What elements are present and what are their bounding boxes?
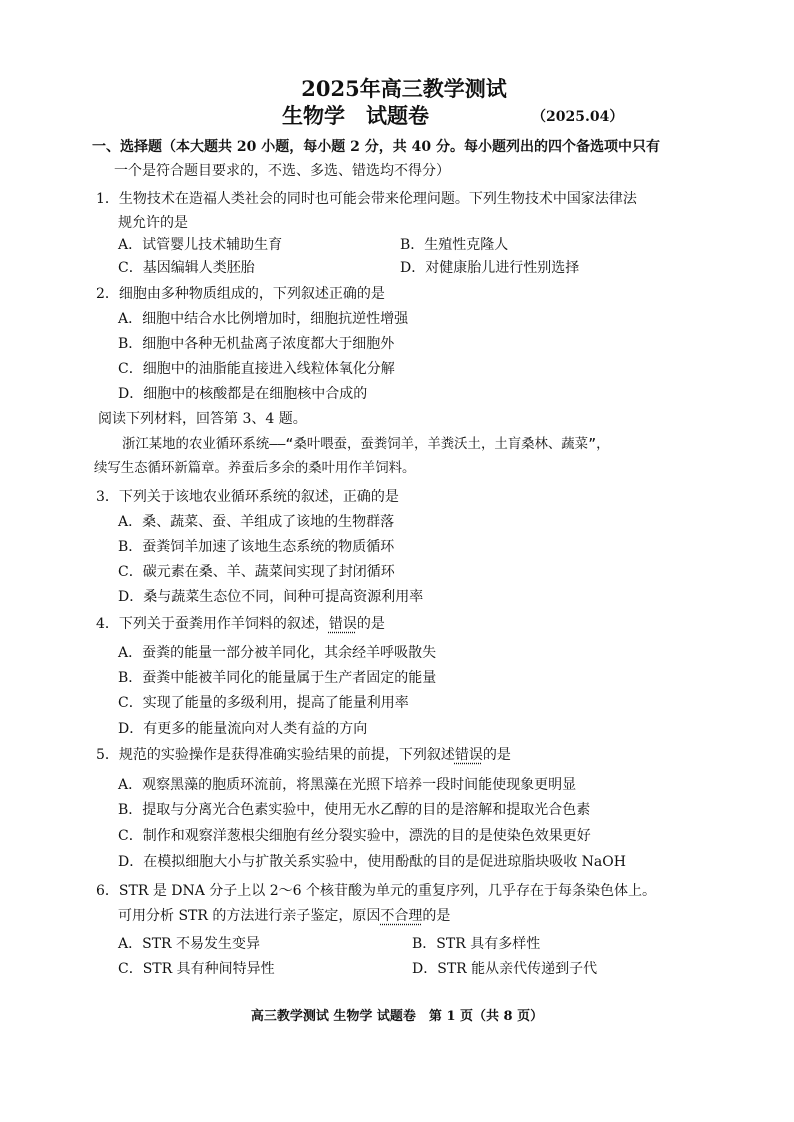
q4-option-d: D．有更多的能量流向对人类有益的方向 [118,721,368,737]
q6-stem-line2 [118,907,450,925]
q5-option-a: A．观察黑藻的胞质环流前，将黑藻在光照下培养一段时间能使现象更明显 [118,777,577,793]
q1-option-c: C．基因编辑人类胚胎 [118,260,255,276]
q4-option-a: A．蚕粪的能量一部分被羊同化，其余经羊呼吸散失 [118,645,437,661]
q6-option-c: C．STR 具有种间特异性 [118,961,275,977]
material-text-line2: 续写生态循环新篇章。养蚕后多余的桑叶用作羊饲料。 [94,461,416,476]
q1-option-d: D．对健康胎儿进行性别选择 [400,260,580,276]
q4-stem-pre: 4．下列关于蚕粪用作羊饲料的叙述， [96,616,329,632]
q5-stem-pre: 5．规范的实验操作是获得准确实验结果的前提，下列叙述 [96,747,455,763]
q1-option-a: A．试管婴儿技术辅助生育 [118,237,283,253]
q3-option-a: A．桑、蔬菜、蚕、羊组成了该地的生物群落 [118,514,395,530]
q6-stem-emphasis: 不合理 [380,908,423,924]
section-instructions-line1: 一、选择题（本大题共 20 小题，每小题 2 分，共 40 分。每小题列出的四个备选项中只有 [92,139,660,155]
q1-option-b: B．生殖性克隆人 [400,237,509,253]
q6-stem-pre: 可用分析 STR 的方法进行亲子鉴定，原因 [118,908,381,924]
q5-stem-post: 的是 [482,747,511,763]
q5-stem-emphasis: 错误 [454,747,483,763]
q3-stem: 3．下列关于该地农业循环系统的叙述，正确的是 [96,489,399,505]
q1-stem-line1: 1．生物技术在造福人类社会的同时也可能会带来伦理问题。下列生物技术中国家法律法 [96,191,637,207]
q3-option-c: C．碳元素在桑、羊、蔬菜间实现了封闭循环 [118,564,395,580]
q6-option-b: B．STR 具有多样性 [412,936,541,952]
material-intro: 阅读下列材料，回答第 3、4 题。 [98,411,307,427]
q2-option-c: C．细胞中的油脂能直接进入线粒体氧化分解 [118,361,395,377]
exam-date: （2025.04） [532,109,624,125]
q4-option-c: C．实现了能量的多级利用，提高了能量利用率 [118,695,409,711]
q6-stem-line1: 6．STR 是 DNA 分子上以 2～6 个核苷酸为单元的重复序列，几乎存在于每条染色体上。 [96,883,657,899]
exam-title: 2025年高三教学测试 [301,76,507,101]
material-text-line1: 浙江某地的农业循环系统——“桑叶喂蚕，蚕粪饲羊，羊粪沃土，土肓桑林、蔬菜”， [122,437,610,452]
q2-option-a: A．细胞中结合水比例增加时，细胞抗逆性增强 [118,311,409,327]
q4-stem-post: 的是 [356,616,385,632]
q2-stem: 2．细胞由多种物质组成的，下列叙述正确的是 [96,286,385,302]
q5-option-b: B．提取与分离光合色素实验中，使用无水乙醇的目的是溶解和提取光合色素 [118,802,591,818]
q6-option-d: D．STR 能从亲代传递到子代 [412,961,598,977]
section-instructions-line2: 一个是符合题目要求的，不选、多选、错选均不得分） [114,163,450,179]
q5-option-d: D．在模拟细胞大小与扩散关系实验中，使用酚酞的目的是促进琼脂块吸收 NaOH [118,854,626,870]
q6-stem-post: 的是 [422,908,451,924]
q2-option-d: D．细胞中的核酸都是在细胞核中合成的 [118,386,368,402]
q5-option-c: C．制作和观察洋葱根尖细胞有丝分裂实验中，漂洗的目的是使染色效果更好 [118,828,591,844]
q4-stem [96,615,385,633]
q6-option-a: A．STR 不易发生变异 [118,936,261,952]
exam-subtitle: 生物学 试题卷 [282,103,429,128]
q4-stem-emphasis: 错误 [328,616,357,632]
q1-stem-line2: 规允许的是 [118,215,188,231]
q2-option-b: B．细胞中各种无机盐离子浓度都大于细胞外 [118,336,395,352]
q5-stem [96,746,511,764]
q3-option-d: D．桑与蔬菜生态位不同，间种可提高资源利用率 [118,589,424,605]
page-footer: 高三教学测试 生物学 试题卷 第 1 页（共 8 页） [250,1009,544,1024]
q4-option-b: B．蚕粪中能被羊同化的能量属于生产者固定的能量 [118,670,437,686]
q3-option-b: B．蚕粪饲羊加速了该地生态系统的物质循环 [118,539,395,555]
